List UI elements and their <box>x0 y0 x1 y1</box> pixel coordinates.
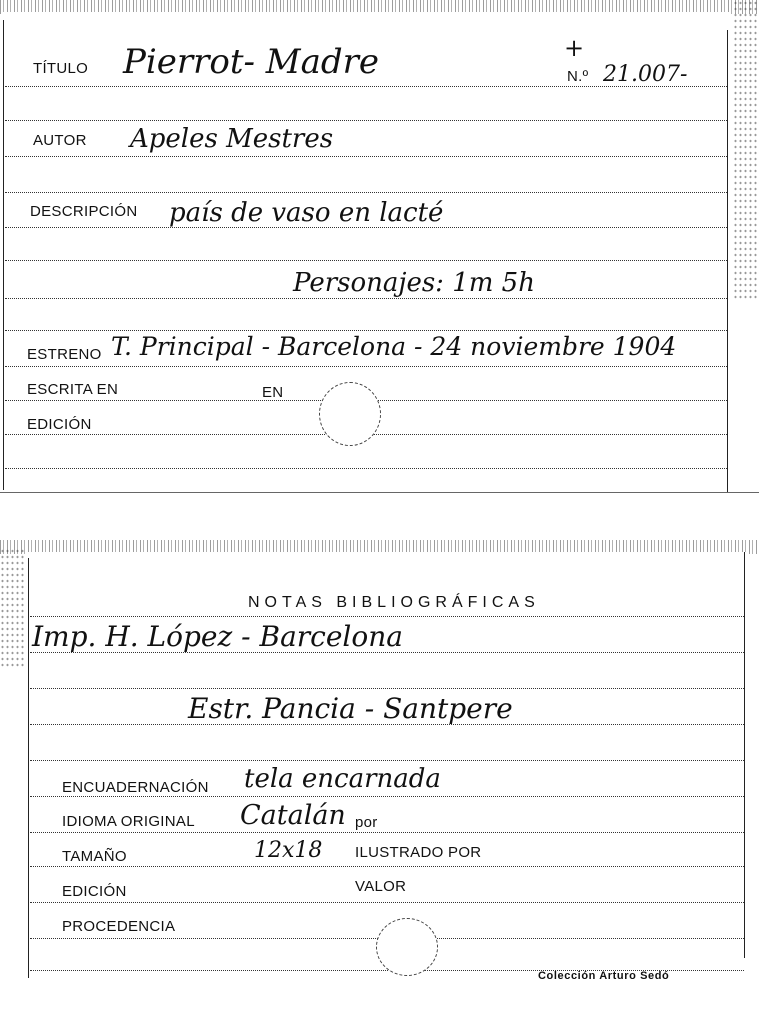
encuadernacion-label: ENCUADERNACIÓN <box>62 779 209 796</box>
numero-value: 21.007- <box>603 62 688 87</box>
rule <box>30 616 744 617</box>
rule <box>30 866 744 867</box>
rule <box>5 330 727 331</box>
card-separator <box>0 492 759 493</box>
autor-label: AUTOR <box>33 132 87 149</box>
rule <box>5 366 727 367</box>
card-left-edge <box>28 558 29 978</box>
note-line-1: Imp. H. López - Barcelona <box>32 620 403 653</box>
card-right-edge <box>727 30 728 492</box>
titulo-value: Pierrot- Madre <box>123 42 380 82</box>
collection-credit: Colección Arturo Sedó <box>538 970 670 982</box>
punch-hole <box>376 918 438 976</box>
por-label: por <box>355 814 378 831</box>
numero-label: N.º <box>567 68 589 85</box>
scan-noise-right-top <box>733 0 759 300</box>
edicion-label: EDICIÓN <box>27 416 92 433</box>
notas-heading: NOTAS BIBLIOGRÁFICAS <box>248 594 540 611</box>
autor-value: Apeles Mestres <box>130 124 334 154</box>
procedencia-label: PROCEDENCIA <box>62 918 176 935</box>
tamano-label: TAMAÑO <box>62 848 127 865</box>
idioma-original-label: IDIOMA ORIGINAL <box>62 813 195 830</box>
tamano-value: 12x18 <box>254 838 323 863</box>
rule <box>30 832 744 833</box>
valor-label: VALOR <box>355 878 407 895</box>
titulo-label: TÍTULO <box>33 60 89 77</box>
cross-mark: + <box>564 34 585 62</box>
punch-hole <box>319 382 381 446</box>
ilustrado-por-label: ILUSTRADO POR <box>355 844 482 861</box>
scan-noise-left-bottom <box>0 548 26 668</box>
rule <box>30 760 744 761</box>
rule <box>5 298 727 299</box>
card-left-edge <box>3 20 4 490</box>
descripcion-label: DESCRIPCIÓN <box>30 203 138 220</box>
idioma-original-value: Catalán <box>240 800 346 831</box>
note-line-2: Estr. Pancia - Santpere <box>188 692 513 725</box>
rule <box>30 688 744 689</box>
escrita-en-label: ESCRITA EN <box>27 381 119 398</box>
estreno-value: T. Principal - Barcelona - 24 noviembre 1904 <box>111 332 677 361</box>
en-label: EN <box>262 384 284 401</box>
card-right-edge <box>744 552 745 958</box>
descripcion-value: país de vaso en lacté <box>169 198 444 228</box>
bottom-catalog-card <box>28 552 748 982</box>
top-catalog-card <box>3 12 731 492</box>
rule <box>30 902 744 903</box>
personajes-value: Personajes: 1m 5h <box>293 268 535 298</box>
rule <box>5 468 727 469</box>
rule <box>5 192 727 193</box>
rule <box>30 796 744 797</box>
encuadernacion-value: tela encarnada <box>244 764 441 794</box>
estreno-label: ESTRENO <box>27 346 102 363</box>
edicion-label: EDICIÓN <box>62 883 127 900</box>
rule <box>5 156 727 157</box>
rule <box>5 260 727 261</box>
rule <box>5 120 727 121</box>
